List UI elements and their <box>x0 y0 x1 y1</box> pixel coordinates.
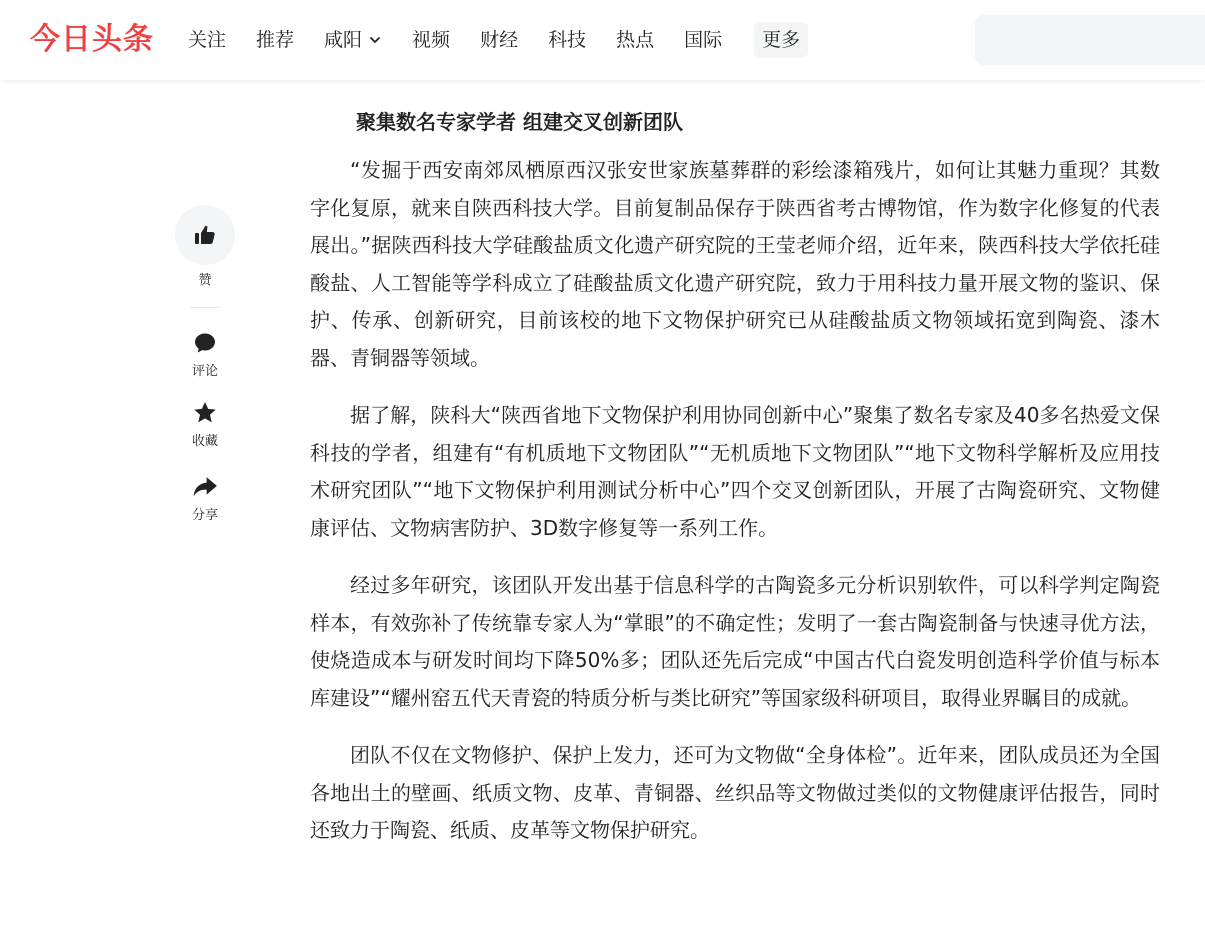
star-icon <box>192 400 218 426</box>
nav-label: 国际 <box>684 29 723 51</box>
nav-item-follow[interactable] <box>188 20 226 60</box>
article-action-bar <box>174 205 236 524</box>
nav-item-recommend[interactable] <box>256 20 294 60</box>
favorite-button[interactable] <box>174 400 236 450</box>
article-paragraph: “发掘于西安南郊凤栖原西汉张安世家族墓葬群的彩绘漆箱残片，如何让其魅力重现？其数字化复原，就来自陕西科技大学。目前复制品保存于陕西省考古博物馆，作为数字化修复的代表展出。”据陕西科技大学硅酸盐质文化遗产研究院的王莹老师介绍，近年来，陕西科技大学依托硅酸盐、人工智能等学科成立了硅酸盐质文化遗产研究院，致力于用科技力量开展文物的鉴识、保护、传承、创新研究，目前该校的地下文物保护研究已从硅酸盐质文物领域拓宽到陶瓷、漆木器、青铜器等领域。 <box>310 158 1160 370</box>
like-label: 赞 <box>198 273 212 288</box>
share-button[interactable] <box>174 474 236 524</box>
nav-item-finance[interactable] <box>480 20 518 60</box>
more-channels-button[interactable]: 更多 <box>754 22 808 58</box>
like-button[interactable] <box>174 205 236 289</box>
action-divider <box>190 307 220 308</box>
section-subheading: 聚集数名专家学者 组建交叉创新团队 <box>356 110 683 134</box>
nav-label: 咸阳 <box>324 29 363 51</box>
top-navigation-bar <box>0 0 1205 80</box>
comment-icon <box>193 331 217 355</box>
article-body <box>310 100 1160 870</box>
nav-item-video[interactable] <box>412 20 450 60</box>
nav-item-hot[interactable] <box>616 20 654 60</box>
share-label: 分享 <box>191 508 218 523</box>
nav-item-xianyang[interactable] <box>324 20 382 60</box>
channel-nav <box>188 20 808 60</box>
article-paragraph: 经过多年研究，该团队开发出基于信息科学的古陶瓷多元分析识别软件，可以科学判定陶瓷样本，有效弥补了传统靠专家人为“掌眼”的不确定性；发明了一套古陶瓷制备与快速寻优方法，使烧造成本与研发时间均下降50%多；团队还先后完成“中国古代白瓷发明创造科学价值与标本库建设”“耀州窑五代天青瓷的特质分析与类比研究”等国家级科研项目，取得业界瞩目的成就。 <box>310 573 1160 710</box>
chevron-down-icon <box>368 33 382 47</box>
nav-label: 科技 <box>548 29 587 51</box>
nav-label: 热点 <box>616 29 655 51</box>
comment-button[interactable] <box>174 330 236 380</box>
nav-label: 推荐 <box>256 29 295 51</box>
nav-label: 视频 <box>412 29 451 51</box>
comment-label: 评论 <box>191 364 218 379</box>
share-icon <box>192 474 218 500</box>
article-paragraph: 据了解，陕科大“陕西省地下文物保护利用协同创新中心”聚集了数名专家及40多名热爱文保科技的学者，组建有“有机质地下文物团队”“无机质地下文物团队”“地下文物科学解析及应用技术研究团队”“地下文物保护利用测试分析中心”四个交叉创新团队，开展了古陶瓷研究、文物健康评估、文物病害防护、3D数字修复等一系列工作。 <box>310 403 1160 540</box>
article-paragraph: 团队不仅在文物修护、保护上发力，还可为文物做“全身体检”。近年来，团队成员还为全国各地出土的壁画、纸质文物、皮革、青铜器、丝织品等文物做过类似的文物健康评估报告，同时还致力于陶瓷、纸质、皮革等文物保护研究。 <box>310 743 1160 842</box>
nav-label: 财经 <box>480 29 519 51</box>
thumbs-up-icon <box>193 223 217 247</box>
search-input[interactable] <box>975 15 1205 65</box>
nav-item-international[interactable] <box>684 20 722 60</box>
nav-label: 关注 <box>188 29 227 51</box>
like-circle[interactable] <box>175 205 235 265</box>
favorite-label: 收藏 <box>191 434 218 449</box>
nav-item-tech[interactable] <box>548 20 586 60</box>
toutiao-logo[interactable]: 今日头条 <box>30 22 154 57</box>
